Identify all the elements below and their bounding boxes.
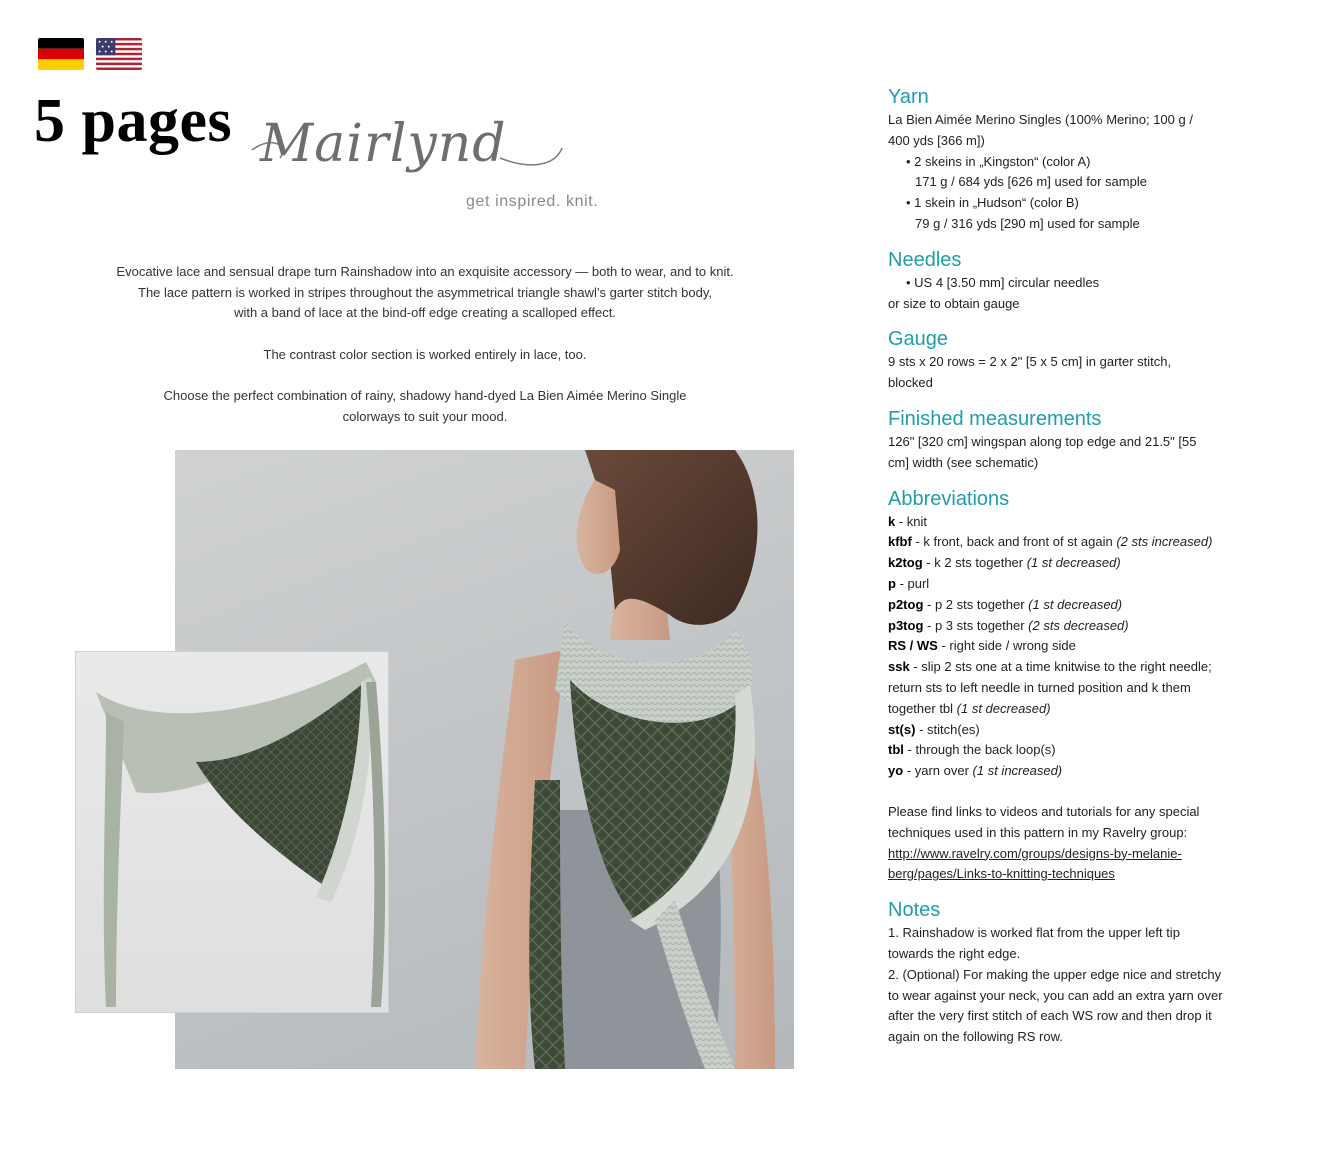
note-line: after the very first stitch of each WS row and then drop it	[888, 1008, 1212, 1024]
ravelry-link[interactable]: berg/pages/Links-to-knitting-techniques	[888, 866, 1115, 882]
note-line: again on the following RS row.	[888, 1029, 1063, 1045]
ravelry-link[interactable]: http://www.ravelry.com/groups/designs-by-melanie-	[888, 845, 1182, 861]
page-count-heading: 5 pages	[34, 87, 233, 155]
abbreviations-heading: Abbreviations	[888, 487, 1010, 510]
abbreviations-list	[888, 512, 1258, 782]
abbreviation-term: p3tog	[888, 617, 924, 633]
needles-section	[888, 273, 1258, 315]
abbreviation-term: tbl	[888, 742, 904, 758]
yarn-desc-line: 400 yds [366 m])	[888, 132, 985, 148]
abbreviation-term: k	[888, 513, 896, 529]
abbreviation-definition: - slip 2 sts one at a time knitwise to the right needle;	[909, 659, 1212, 675]
brand-logo	[250, 114, 610, 218]
abbreviation-definition: - knit	[895, 513, 928, 529]
intro-paragraph-3	[60, 386, 790, 427]
links-text: techniques used in this pattern in my Ravelry group:	[888, 824, 1188, 840]
abbreviation-term: p2tog	[888, 596, 924, 612]
finished-measurements-heading: Finished measurements	[888, 407, 1102, 430]
abbreviation-row	[888, 678, 1258, 699]
intro-line: Evocative lace and sensual drape turn Rainshadow into an exquisite accessory — both to wear, and to knit.	[116, 264, 734, 279]
links-section	[888, 802, 1258, 885]
intro-paragraph-2: The contrast color section is worked entirely in lace, too.	[263, 346, 587, 362]
abbreviation-term: ssk	[888, 659, 910, 675]
yarn-desc-line: La Bien Aimée Merino Singles (100% Merino; 100 g /	[888, 112, 1193, 127]
abbreviation-note: (1 st decreased)	[1028, 596, 1123, 612]
yarn-color-a-amount: 171 g / 684 yds [626 m] used for sample	[915, 174, 1147, 190]
logo-tagline: get inspired. knit.	[466, 193, 599, 210]
yarn-color-b: • 1 skein in „Hudson“ (color B)	[906, 195, 1079, 211]
abbreviation-term: RS / WS	[888, 638, 938, 654]
intro-line: with a band of lace at the bind-off edge creating a scalloped effect.	[234, 305, 616, 320]
gauge-section	[888, 352, 1258, 394]
note-line: 2. (Optional) For making the upper edge nice and stretchy	[888, 966, 1222, 982]
abbreviation-row	[888, 595, 1258, 616]
abbreviation-row	[888, 657, 1258, 678]
note-line: 1. Rainshadow is worked flat from the upper left tip	[888, 925, 1180, 941]
logo-wordmark: Mairlynd	[260, 114, 507, 174]
links-text: Please find links to videos and tutorials for any special	[888, 803, 1200, 819]
abbreviation-row	[888, 512, 1258, 533]
intro-line: The lace pattern is worked in stripes throughout the asymmetrical triangle shawl’s garter stitch body,	[138, 284, 712, 300]
abbreviation-term: p	[888, 575, 896, 591]
abbreviation-term: yo	[888, 763, 904, 779]
needles-note: or size to obtain gauge	[888, 295, 1020, 311]
us-flag-icon[interactable]	[96, 38, 142, 70]
abbreviation-definition: - yarn over	[903, 763, 973, 779]
abbreviation-row	[888, 720, 1258, 741]
abbreviation-definition: - k 2 sts together	[922, 555, 1027, 571]
german-flag-icon[interactable]	[38, 38, 84, 70]
abbreviation-row	[888, 740, 1258, 761]
abbreviation-row	[888, 761, 1258, 782]
measurement-line: 126" [320 cm] wingspan along top edge and 21.5" [55	[888, 433, 1197, 449]
note-line: to wear against your neck, you can add an extra yarn over	[888, 987, 1223, 1003]
abbreviation-row	[888, 532, 1258, 553]
needles-size: • US 4 [3.50 mm] circular needles	[906, 274, 1100, 290]
intro-paragraph-1	[60, 262, 790, 324]
intro-line: Choose the perfect combination of rainy, shadowy hand-dyed La Bien Aimée Merino Single	[163, 388, 687, 403]
gauge-line: blocked	[888, 375, 933, 391]
measurement-line: cm] width (see schematic)	[888, 454, 1039, 470]
abbreviation-note: (1 st decreased)	[1026, 555, 1121, 571]
notes-heading: Notes	[888, 899, 941, 922]
yarn-section	[888, 110, 1258, 235]
shawl-flat-photo	[75, 651, 389, 1013]
abbreviation-definition: - stitch(es)	[915, 721, 980, 737]
abbreviation-definition: - p 2 sts together	[923, 596, 1029, 612]
abbreviation-definition: together tbl	[888, 700, 957, 716]
abbreviation-note: (1 st increased)	[972, 763, 1063, 779]
gauge-line: 9 sts x 20 rows = 2 x 2" [5 x 5 cm] in garter stitch,	[888, 354, 1172, 370]
abbreviation-definition: return sts to left needle in turned position and k them	[888, 679, 1191, 695]
abbreviation-note: (1 st decreased)	[956, 700, 1051, 716]
abbreviation-note: (2 sts decreased)	[1028, 617, 1129, 633]
yarn-heading: Yarn	[888, 86, 929, 108]
yarn-color-a: • 2 skeins in „Kingston“ (color A)	[906, 153, 1091, 169]
abbreviation-definition: - p 3 sts together	[923, 617, 1029, 633]
intro-text	[60, 262, 790, 448]
abbreviation-definition: - k front, back and front of st again	[911, 534, 1117, 550]
pattern-info-column	[888, 84, 1258, 1048]
abbreviation-term: st(s)	[888, 721, 916, 737]
notes-section	[888, 923, 1258, 1048]
abbreviation-definition: - right side / wrong side	[937, 638, 1076, 654]
abbreviation-note: (2 sts increased)	[1116, 534, 1213, 550]
note-line: towards the right edge.	[888, 945, 1021, 961]
abbreviation-row	[888, 699, 1258, 720]
gauge-heading: Gauge	[888, 328, 949, 351]
abbreviation-row	[888, 616, 1258, 637]
abbreviation-definition: - through the back loop(s)	[903, 742, 1056, 758]
intro-line: colorways to suit your mood.	[342, 408, 508, 424]
finished-measurements-section	[888, 432, 1258, 474]
abbreviation-row	[888, 574, 1258, 595]
yarn-color-b-amount: 79 g / 316 yds [290 m] used for sample	[915, 215, 1140, 231]
needles-heading: Needles	[888, 248, 962, 271]
abbreviation-row	[888, 636, 1258, 657]
abbreviation-term: k2tog	[888, 555, 923, 571]
abbreviation-row	[888, 553, 1258, 574]
abbreviation-definition: - purl	[895, 575, 930, 591]
abbreviation-term: kfbf	[888, 534, 912, 550]
